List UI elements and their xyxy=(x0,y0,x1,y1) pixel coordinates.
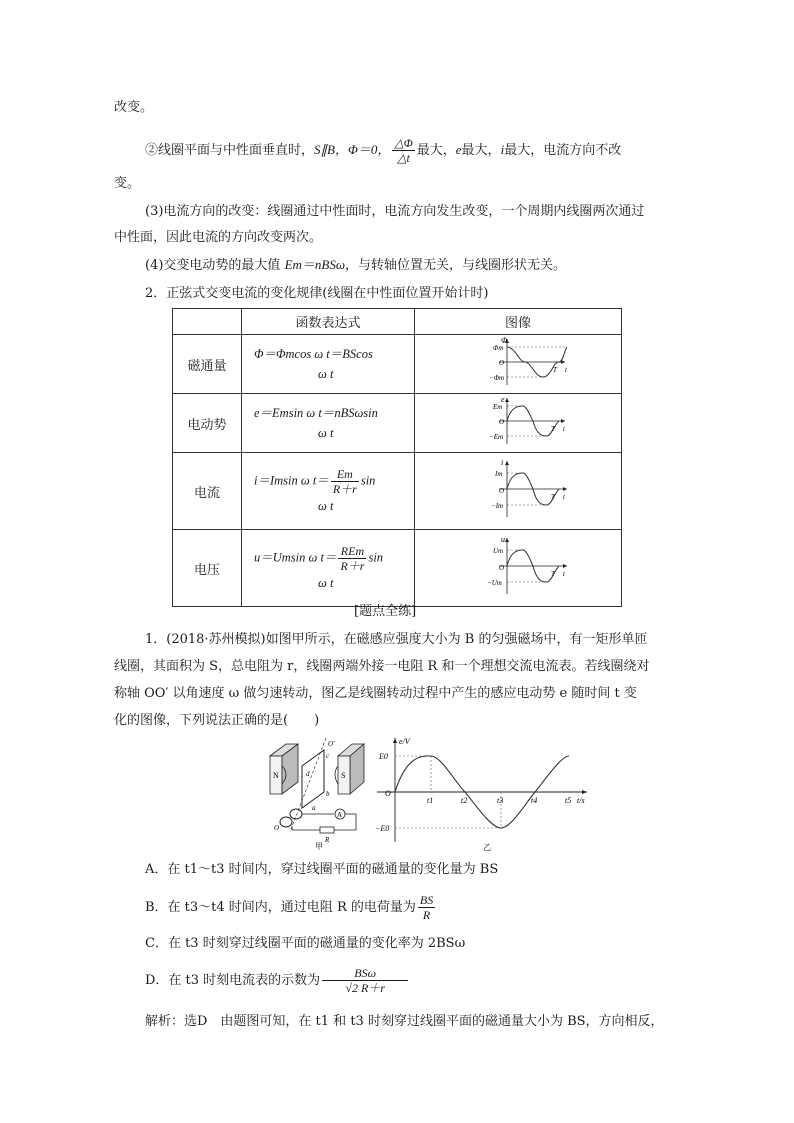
fraction: $\frac{\triangle\Phi}{\triangle t}$ xyxy=(394,136,413,165)
axis-label: i xyxy=(501,458,504,467)
text-line: 1．(2018·苏州模拟)如图甲所示，在磁感应强度大小为 B 的匀强磁场中，有一矩形单匝 xyxy=(145,632,648,647)
origin-label: O xyxy=(499,359,505,367)
axis-label: t xyxy=(563,493,565,501)
resistor-label: R xyxy=(325,836,330,844)
coil-corner-label: b xyxy=(326,790,330,798)
n-pole-label: N xyxy=(273,771,279,780)
text-line xyxy=(145,136,621,165)
fraction: $\frac{\text{REm}}{R+r}$ xyxy=(340,543,365,573)
row-label: 电流 xyxy=(173,453,242,530)
tick-label: Φm xyxy=(493,344,504,352)
coil-corner-label: c xyxy=(326,752,330,760)
tick-label: t4 xyxy=(531,796,538,805)
tick-label: T xyxy=(553,366,557,374)
table-row xyxy=(173,453,622,530)
formula: i xyxy=(500,142,505,157)
option-b[interactable]: B．在 t3～t4 时间内，通过电阻 R 的电荷量为 $\frac{BS}{R}$ xyxy=(145,893,434,922)
tick-label: T xyxy=(551,493,555,501)
graph-cell xyxy=(415,335,622,394)
sin-graph xyxy=(415,453,621,525)
fraction: $\frac{BS}{R}$ xyxy=(419,893,434,922)
text-line: (3)电流方向的改变：线圈通过中性面时，电流方向发生改变，一个周期内线圈两次通过 xyxy=(145,204,645,219)
tick-label: −Um xyxy=(487,579,502,587)
tick-label: −Im xyxy=(491,502,504,510)
figure-caption: 甲 xyxy=(315,842,323,850)
formula: S∥B， xyxy=(314,142,348,157)
text-line: 中性面，因此电流的方向改变两次。 xyxy=(114,230,323,245)
axis-label: t/s xyxy=(577,796,585,805)
axis-label: e/V xyxy=(399,737,410,746)
table-header-cell: 图像 xyxy=(415,309,622,335)
table-header-cell: 函数表达式 xyxy=(242,309,415,335)
graph-cell xyxy=(415,394,622,453)
graph-cell xyxy=(415,453,622,530)
graph-cell xyxy=(415,530,622,607)
text-fragment: ②线圈平面与中性面垂直时， xyxy=(145,143,315,158)
axis-label: t xyxy=(563,570,565,578)
tick-label: T xyxy=(551,425,555,433)
tick-label: T xyxy=(551,570,555,578)
table-row xyxy=(173,335,622,394)
tick-label: t1 xyxy=(427,796,434,805)
table-row xyxy=(173,530,622,607)
tick-label: t5 xyxy=(565,796,572,805)
practice-title: [题点全练] xyxy=(354,604,417,619)
tick-label: Im xyxy=(495,470,503,478)
option-a[interactable]: A．在 t1～t3 时间内，穿过线圈平面的磁通量的变化量为 BS xyxy=(145,862,499,877)
table-header-row xyxy=(173,309,622,335)
sin-graph xyxy=(415,394,621,448)
section-title: 2．正弦式交变电流的变化规律(线圈在中性面位置开始计时) xyxy=(145,286,489,301)
text-fragment: 最大， xyxy=(461,143,501,158)
row-label: 电压 xyxy=(173,530,242,607)
text-line: 线圈，其面积为 S，总电阻为 r，线圈两端外接一电阻 R 和一个理想交流电流表。若线圈绕对 xyxy=(114,659,650,674)
origin-label: O xyxy=(499,564,505,572)
sin-graph xyxy=(415,530,621,602)
tick-label: Um xyxy=(493,547,504,555)
fraction: $\frac{\text{BSω}}{√2 R+r}$ xyxy=(322,966,408,995)
option-d[interactable]: D．在 t3 时刻电流表的示数为 $\frac{\text{BSω}}{√2 R+r}$ xyxy=(145,966,410,995)
ammeter-label: A xyxy=(337,811,343,819)
row-label: 电动势 xyxy=(173,394,242,453)
table-row xyxy=(173,394,622,453)
formula: Em＝nBSω xyxy=(284,257,346,272)
axis-label: u xyxy=(501,535,505,544)
axis-label: t xyxy=(563,425,565,433)
axis-label: t xyxy=(565,366,567,374)
fraction: $\frac{Em}{R+r}$ xyxy=(332,466,357,496)
formula: Φ＝0， xyxy=(347,142,391,157)
expression-cell: u＝Umsin ω t＝ $\frac{\text{REm}}{R+r}$ sin ω t xyxy=(242,530,415,607)
expression-cell: Φ＝Φmcos ω t＝BScos ω t xyxy=(242,335,415,394)
origin-label: O xyxy=(385,789,391,798)
axis-label: Φ xyxy=(501,336,508,345)
analysis-line: 解析：选D 由题图可知，在 t1 和 t3 时刻穿过线圈平面的磁通量大小为 BS，方向相反， xyxy=(145,1014,664,1029)
expression-cell: i＝Imsin ω t＝ $\frac{Em}{R+r}$ sin ω t xyxy=(242,453,415,530)
tick-label: E0 xyxy=(379,752,388,761)
tick-label: t2 xyxy=(461,796,468,805)
emf-time-graph xyxy=(365,734,595,854)
row-label: 磁通量 xyxy=(173,335,242,394)
tick-label: −Φm xyxy=(489,374,505,382)
tick-label: −E0 xyxy=(375,824,390,833)
cos-graph xyxy=(415,335,621,389)
text-line: 称轴 OO′ 以角速度 ω 做匀速转动，图乙是线圈转动过程中产生的感应电动势 e 随时间 t 变 xyxy=(114,686,637,701)
text-line: (4)交变电动势的最大值 Em＝nBSω，与转轴位置无关，与线圈形状无关。 xyxy=(145,257,567,273)
tick-label: Em xyxy=(493,403,503,411)
text-line: 化的图像，下列说法正确的是( ) xyxy=(114,713,320,728)
axis-label: O′ xyxy=(328,740,335,748)
function-table xyxy=(172,308,622,607)
tick-label: t3 xyxy=(497,796,504,805)
coil-corner-label: a xyxy=(312,804,316,812)
axis-label: e xyxy=(501,395,505,404)
figure-caption: 乙 xyxy=(483,843,491,852)
text-line: 变。 xyxy=(114,176,141,191)
generator-diagram xyxy=(268,736,368,850)
tick-label: −Em xyxy=(489,433,504,441)
formula: e xyxy=(455,142,462,157)
option-c[interactable]: C．在 t3 时刻穿过线圈平面的磁通量的变化率为 2BSω xyxy=(145,936,466,951)
s-pole-label: S xyxy=(341,771,346,780)
origin-label: O xyxy=(499,418,505,426)
origin-label: O xyxy=(499,487,505,495)
table-header-cell xyxy=(173,309,242,335)
expression-cell: e＝Emsin ω t＝nBSωsin ω t xyxy=(242,394,415,453)
text-line: 改变。 xyxy=(114,100,154,115)
axis-label: O xyxy=(274,824,280,832)
coil-corner-label: d xyxy=(306,770,310,778)
text-fragment: 最大，电流方向不改 xyxy=(504,143,622,158)
text-fragment: 最大， xyxy=(416,143,456,158)
